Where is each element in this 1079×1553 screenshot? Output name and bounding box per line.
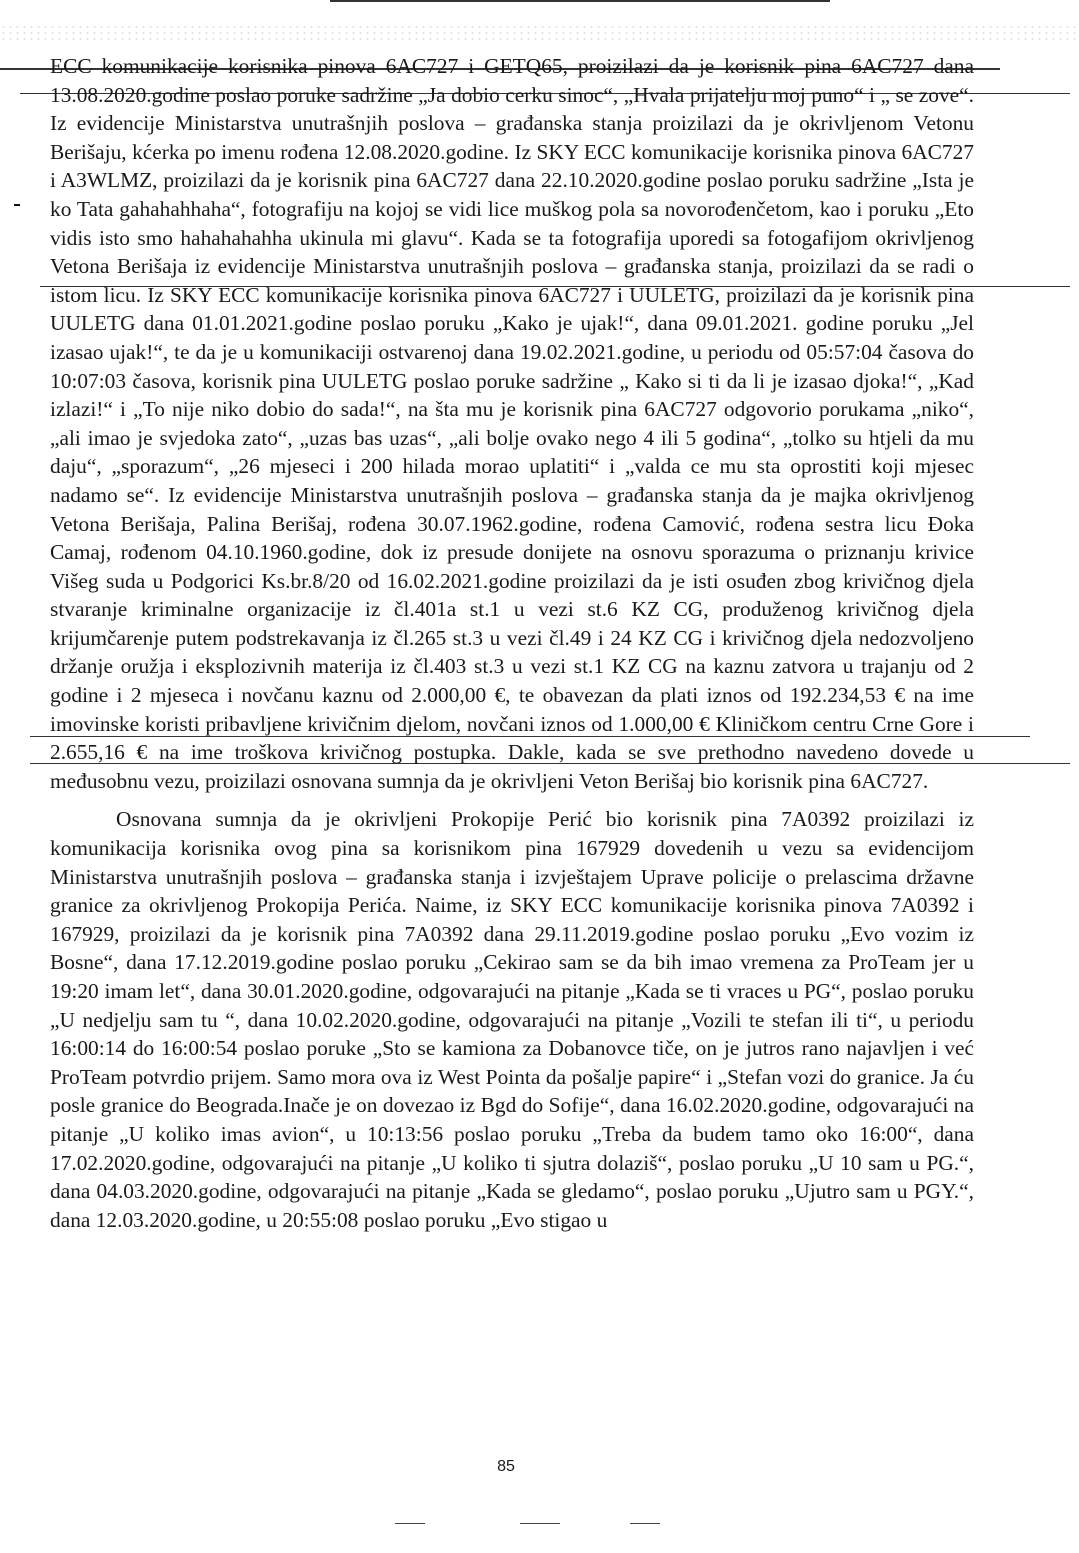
margin-mark [14,204,20,206]
page-number: 85 [497,1458,515,1475]
scan-noise-top [0,24,1079,42]
scan-border-top [330,0,830,2]
paragraph-1: ECC komunikacije korisnika pinova 6AC727 i GETQ65, proizilazi da je korisnik pina 6AC727 dana 13.08.2020.godine poslao poruke sadržine „Ja dobio cerku sinoc“, „Hvala prijatelju moj puno“ i „ se zove“. Iz evidencije Ministarstva unutrašnjih poslova – građanska stanja proizilazi da je okrivljenom Vetonu Berišaju, kćerka po imenu rođena 12.08.2020.godine. Iz SKY ECC komunikacije korisnika pinova 6AC727 i A3WLMZ, proizilazi da je korisnik pina 6AC727 dana 22.10.2020.godine poslao poruku sadržine „Ista je ko Tata gahahahhaha“, fotografiju na kojoj se vidi lice muškog pola sa novorođenčetom, kao i poruku „Eto vidis isto smo hahahahahha ukinula mi glavu“. Kada se ta fotografija uporedi sa fotogafijom okrivljenog Vetona Berišaja iz evidencije Ministarstva unutrašnjih poslova – građanska stanja, proizilazi da se radi o istom licu. Iz SKY ECC komunikacije korisnika pinova 6AC727 i UULETG, proizilazi da je korisnik pina UULETG dana 01.01.2021.godine poslao poruku „Kako je ujak!“, dana 09.01.2021. godine poruku „Jel izasao ujak!“, te da je u komunikaciji ostvarenoj dana 19.02.2021.godine, u periodu od 05:57:04 časova do 10:07:03 časova, korisnik pina UULETG poslao poruke sadržine „ Kako si ti da li je izasao djoka!“, „Kad izlazi!“ i „To nije niko dobio do sada!“, na šta mu je korisnik pina 6AC727 odgovorio porukama „niko“, „ali imao je svjedoka zato“, „uzas bas uzas“, „ali bolje ovako nego 4 ili 5 godina“, „tolko su htjeli da mu daju“, „sporazum“, „26 mjeseci i 200 hilada morao uplatiti“ i „valda ce mu sta oprostiti koji mjesec nadamo se“. Iz evidencije Ministarstva unutrašnjih poslova – građanska stanja da je majka okrivljenog Vetona Berišaja, Palina Berišaj, rođena 30.07.1962.godine, rođena Camović, rođena sestra licu Đoka Camaj, rođenom 04.10.1960.godine, dok iz presude donijete na osnovu sporazuma o priznanju krivice Višeg suda u Podgorici Ks.br.8/20 od 16.02.2021.godine proizilazi da je isti osuđen zbog krivičnog djela stvaranje kriminalne organizacije iz čl.401a st.1 u vezi st.6 KZ CG, produženog krivičnog djela krijumčarenje putem podstrekavanja iz čl.265 st.3 u vezi čl.49 i 24 KZ CG i krivičnog djela nedozvoljeno držanje oružja i eksplozivnih materija iz čl.403 st.3 u vezi st.1 KZ CG na kaznu zatvora u trajanju od 2 godine i 2 mjeseca i novčanu kaznu od 2.000,00 €, te obavezan da plati iznos od 192.234,53 € na ime imovinske koristi pribavljene krivičnim djelom, novčani iznos od 1.000,00 € Kliničkom centru Crne Gore i 2.655,16 € na ime troškova krivičnog postupka. Dakle, kada se sve prethodno navedeno dovede u međusobnu vezu, proizilazi osnovana sumnja da je okrivljeni Veton Berišaj bio korisnik pina 6AC727. [50,54,974,793]
document-page [50,52,974,1234]
paragraph-2: Osnovana sumnja da je okrivljeni Prokopije Perić bio korisnik pina 7A0392 proizilazi iz komunikacija korisnika ovog pina sa korisnikom pina 167929 dovedenih u vezu sa evidencijom Ministarstva unutrašnjih poslova – građanska stanja i izvještajem Uprave policije o prelascima državne granice za okrivljenog Prokopija Perića. Naime, iz SKY ECC komunikacije korisnika pinova 7A0392 i 167929, proizilazi da je korisnik pina 7A0392 dana 29.11.2019.godine poslao poruku „Evo vozim iz Bosne“, dana 17.12.2019.godine poslao poruku „Cekirao sam se da bih imao vremena za ProTeam jer u 19:20 imam let“, dana 30.01.2020.godine, odgovarajući na pitanje „Kada se ti vraces u PG“, poslao poruku „U nedjelju sam tu “, dana 10.02.2020.godine, odgovarajući na pitanje „Vozili te stefan ili ti“, u periodu 16:00:14 do 16:00:54 poslao poruke „Sto se kamiona za Dobanovce tiče, on je jutros rano najavljen i već ProTeam potvrdio prijem. Samo mora ova iz West Pointa da pošalje papire“ i „Stefan vozi do granice. Ja ću posle granice do Beograda.Inače je on dovezao iz Bgd do Sofije“, dana 16.02.2020.godine, odgovarajući na pitanje „U koliko imas avion“, u 10:13:56 poslao poruku „Treba da budem tamo oko 16:00“, dana 17.02.2020.godine, odgovarajući na pitanje „U koliko ti sjutra dolaziš“, poslao poruku „U 10 sam u PG.“, dana 04.03.2020.godine, odgovarajući na pitanje „Kada se gledamo“, poslao poruku „Ujutro sam u PGY.“, dana 12.03.2020.godine, u 20:55:08 poslao poruku „Evo stigao u [50,807,974,1232]
bottom-dash-1 [395,1523,425,1524]
bottom-dash-2 [520,1523,560,1524]
bottom-dash-3 [630,1523,660,1524]
